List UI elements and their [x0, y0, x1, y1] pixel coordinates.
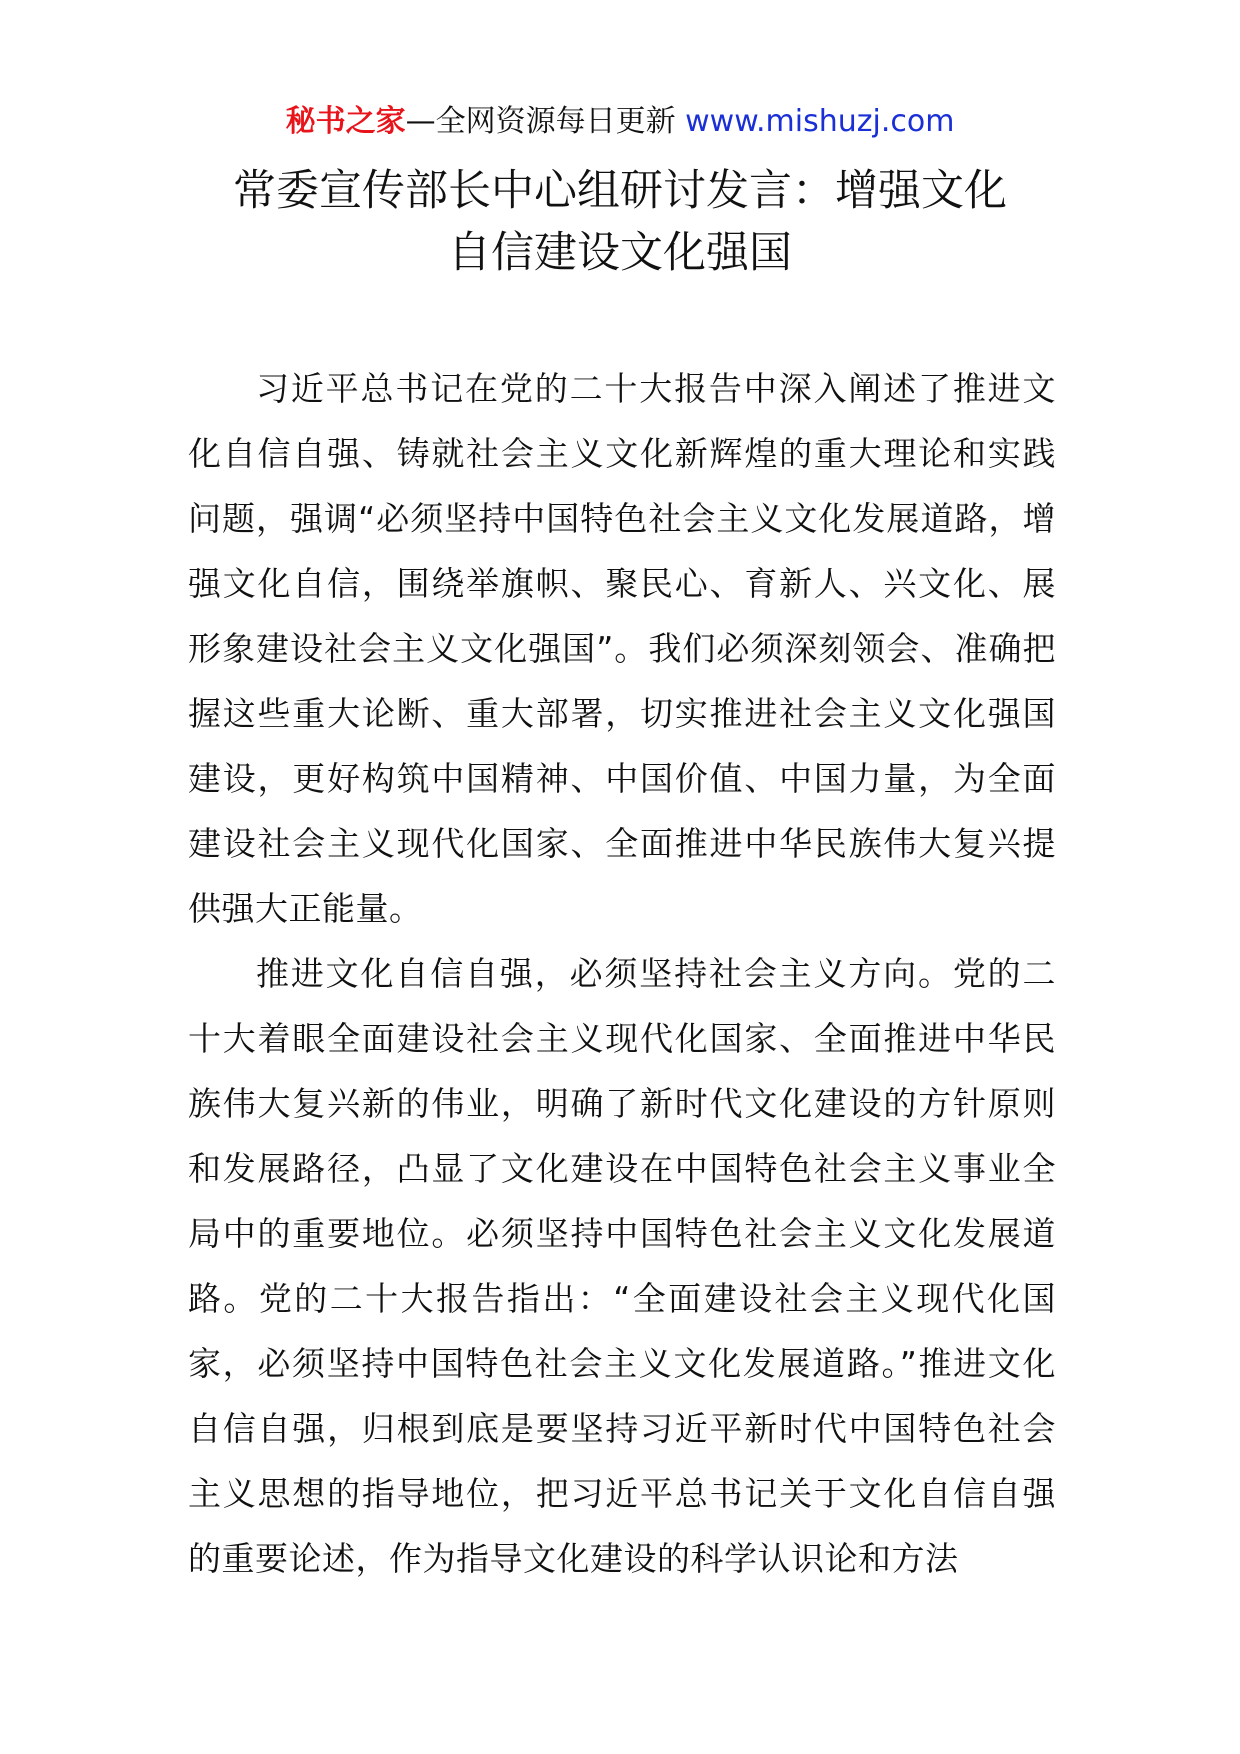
title-line-1: 常委宣传部长中心组研讨发言：增强文化	[233, 166, 1007, 216]
site-url-link[interactable]: www.mishuzj.com	[685, 104, 955, 139]
document-body	[188, 356, 1056, 1591]
title-line-2: 自信建设文化强国	[448, 228, 792, 278]
body-paragraph-1: 习近平总书记在党的二十大报告中深入阐述了推进文化自信自强、铸就社会主义文化新辉煌的重大理论和实践问题，强调“必须坚持中国特色社会主义文化发展道路，增强文化自信，围绕举旗帜、聚民心、育新人、兴文化、展形象建设社会主义文化强国”。我们必须深刻领会、准确把握这些重大论断、重大部署，切实推进社会主义文化强国建设，更好构筑中国精神、中国价值、中国力量，为全面建设社会主义现代化国家、全面推进中华民族伟大复兴提供强大正能量。	[188, 369, 1056, 928]
body-paragraph-2: 推进文化自信自强，必须坚持社会主义方向。党的二十大着眼全面建设社会主义现代化国家、全面推进中华民族伟大复兴新的伟业，明确了新时代文化建设的方针原则和发展路径，凸显了文化建设在中国特色社会主义事业全局中的重要地位。必须坚持中国特色社会主义文化发展道路。党的二十大报告指出：“全面建设社会主义现代化国家，必须坚持中国特色社会主义文化发展道路。”推进文化自信自强，归根到底是要坚持习近平新时代中国特色社会主义思想的指导地位，把习近平总书记关于文化自信自强的重要论述，作为指导文化建设的科学认识论和方法	[188, 954, 1056, 1578]
document-title	[150, 160, 1090, 284]
site-header	[0, 100, 1240, 144]
header-tagline: —全网资源每日更新	[405, 104, 676, 139]
brand-name: 秘书之家	[285, 104, 406, 139]
